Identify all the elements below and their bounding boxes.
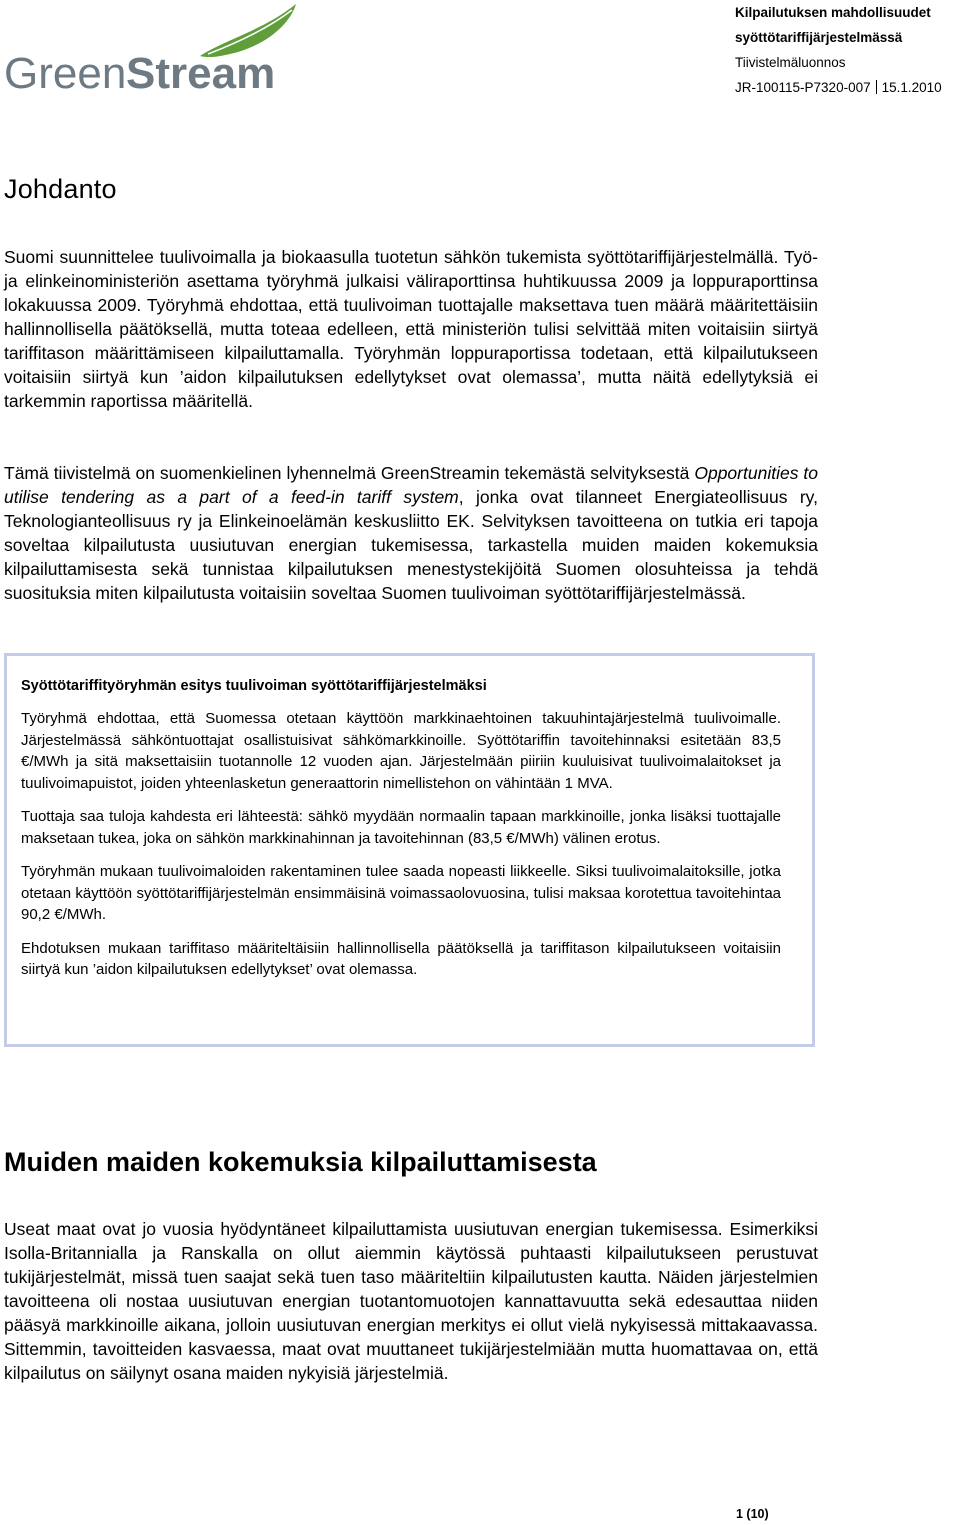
header-title-line2: syöttötariffijärjestelmässä [735,30,903,45]
section-heading-johdanto: Johdanto [4,174,117,204]
greenstream-logo [4,0,304,96]
header-separator [876,80,877,94]
header-date: 15.1.2010 [881,80,942,95]
p2-text-before: Tämä tiivistelmä on suomenkielinen lyhennelmä GreenStreamin tekemästä selvityksestä [4,463,695,483]
logo-text-stream: Stream [126,49,276,96]
header-subtitle: Tiivistelmäluonnos [735,55,846,70]
summary-box-paragraph: Tuottaja saa tuloja kahdesta eri lähteestä: sähkö myydään normaalin tapaan markkinoille, jonka lisäksi tuottajalle maksetaan tukea, joka on sähkön markkinahinnan ja tavoitehinnan (83,5 €/MWh) välinen erotus. [21,808,781,847]
p2-text-after: , jonka ovat tilanneet Energiateollisuus ry, Teknologianteollisuus ry ja Elinkeinoelämän keskusliitto EK. Selvityksen tavoitteena on tutkia eri tapoja soveltaa kilpailutusta uusiutuvan energian tukemisessa, tarkastella muiden maiden kokemuksia kilpailuttamisesta sekä tunnistaa kilpailutuksen menestystekijöitä Suomen olosuhteissa ja tehdä suosituksia miten kilpailutusta voitaisiin soveltaa Suomen tuulivoiman syöttötariffijärjestelmässä. [4,487,818,603]
header-title-line1: Kilpailutuksen mahdollisuudet [735,5,931,20]
summary-box-title: Syöttötariffityöryhmän esitys tuulivoiman syöttötariffijärjestelmäksi [21,678,487,694]
report-title-italic: Opportunities to utilise tendering as a part of a feed-in tariff system [4,463,818,507]
section-heading-muiden-maiden: Muiden maiden kokemuksia kilpailuttamisesta [4,1147,597,1177]
document-header [735,0,957,100]
summary-box-paragraph: Työryhmä ehdottaa, että Suomessa otetaan käyttöön markkinaehtoinen takuuhintajärjestelmä tuulivoimalle. Järjestelmässä sähköntuottajat osallistuisivat sähkömarkkinoille. Syöttötariffin tavoitehinnaksi esitetään 83,5 €/MWh ja sitä maksettaisiin tuotannolle 12 vuoden ajan. Järjestelmään piiriin kuuluisivat tuulivoimalaitokset ja tuulivoimapuistot, joiden yhteenlasketun generaattorin nimellistehon on vähintään 1 MVA. [21,710,781,792]
intro-paragraph-1: Suomi suunnittelee tuulivoimalla ja biokaasulla tuotetun sähkön tukemista syöttötariffijärjestelmällä. Työ- ja elinkeinoministeriön asettama työryhmä julkaisi väliraporttinsa huhtikuussa 2009 ja loppuraporttinsa lokakuussa 2009. Työryhmä ehdottaa, että tuulivoiman tuottajalle maksettava tuen määrä määritettäisiin hallinnollisella päätöksellä, mutta toteaa edelleen, että ministeriön tulisi selvittää miten voitaisiin siirtyä tariffitason määrittämiseen kilpailuttamalla. Työryhmän loppuraportissa todetaan, että kilpailutukseen voitaisiin siirtyä kun ’aidon kilpailutuksen edellytykset ovat olemassa’, mutta näitä edellytyksiä ei tarkemmin raportissa määritellä. [4,247,818,411]
summary-box-paragraph: Työryhmän mukaan tuulivoimaloiden rakentaminen tulee saada nopeasti liikkeelle. Siksi tuulivoimalaitoksille, jotka otetaan käyttöön syöttötariffijärjestelmän ensimmäisinä voimassaolovuosina, tulisi maksaa korotettua tavoitehintaa 90,2 €/MWh. [21,863,781,923]
intro-paragraph-2 [4,461,818,605]
header-doc-id: JR-100115-P7320-007 [735,80,871,95]
page-number: 1 (10) [736,1507,769,1521]
summary-box [4,653,815,1047]
section2-paragraph-1: Useat maat ovat jo vuosia hyödyntäneet kilpailuttamista uusiutuvan energian tukemisessa. Esimerkiksi Isolla-Britannialla ja Ranskalla on ollut aiemmin käytössä puhtaasti kilpailutukseen perustuvat tukijärjestelmät, missä tuen saajat sekä tuen taso määriteltiin kilpailutusten kautta. Näiden järjestelmien tavoitteena oli nostaa uusiutuvan energian tuotantomuotojen kannattavuutta sekä edesauttaa niiden pääsyä markkinoille aikana, jolloin uusiutuvan energian merkitys ei ollut vielä nykyisessä mittakaavassa. Sittemmin, tavoitteiden kasvaessa, maat ovat muuttaneet tukijärjestelmiään mutta huomattavaa on, että kilpailutus on säilynyt osana maiden nykyisiä järjestelmiä. [4,1219,818,1383]
logo-text-green: Green [4,49,127,96]
summary-box-paragraph: Ehdotuksen mukaan tariffitaso määriteltäisiin hallinnollisella päätöksellä ja tariffitason kilpailutukseen voitaisiin siirtyä kun ’aidon kilpailutuksen edellytykset’ ovat olemassa. [21,939,781,978]
header-doc-info [735,75,957,100]
